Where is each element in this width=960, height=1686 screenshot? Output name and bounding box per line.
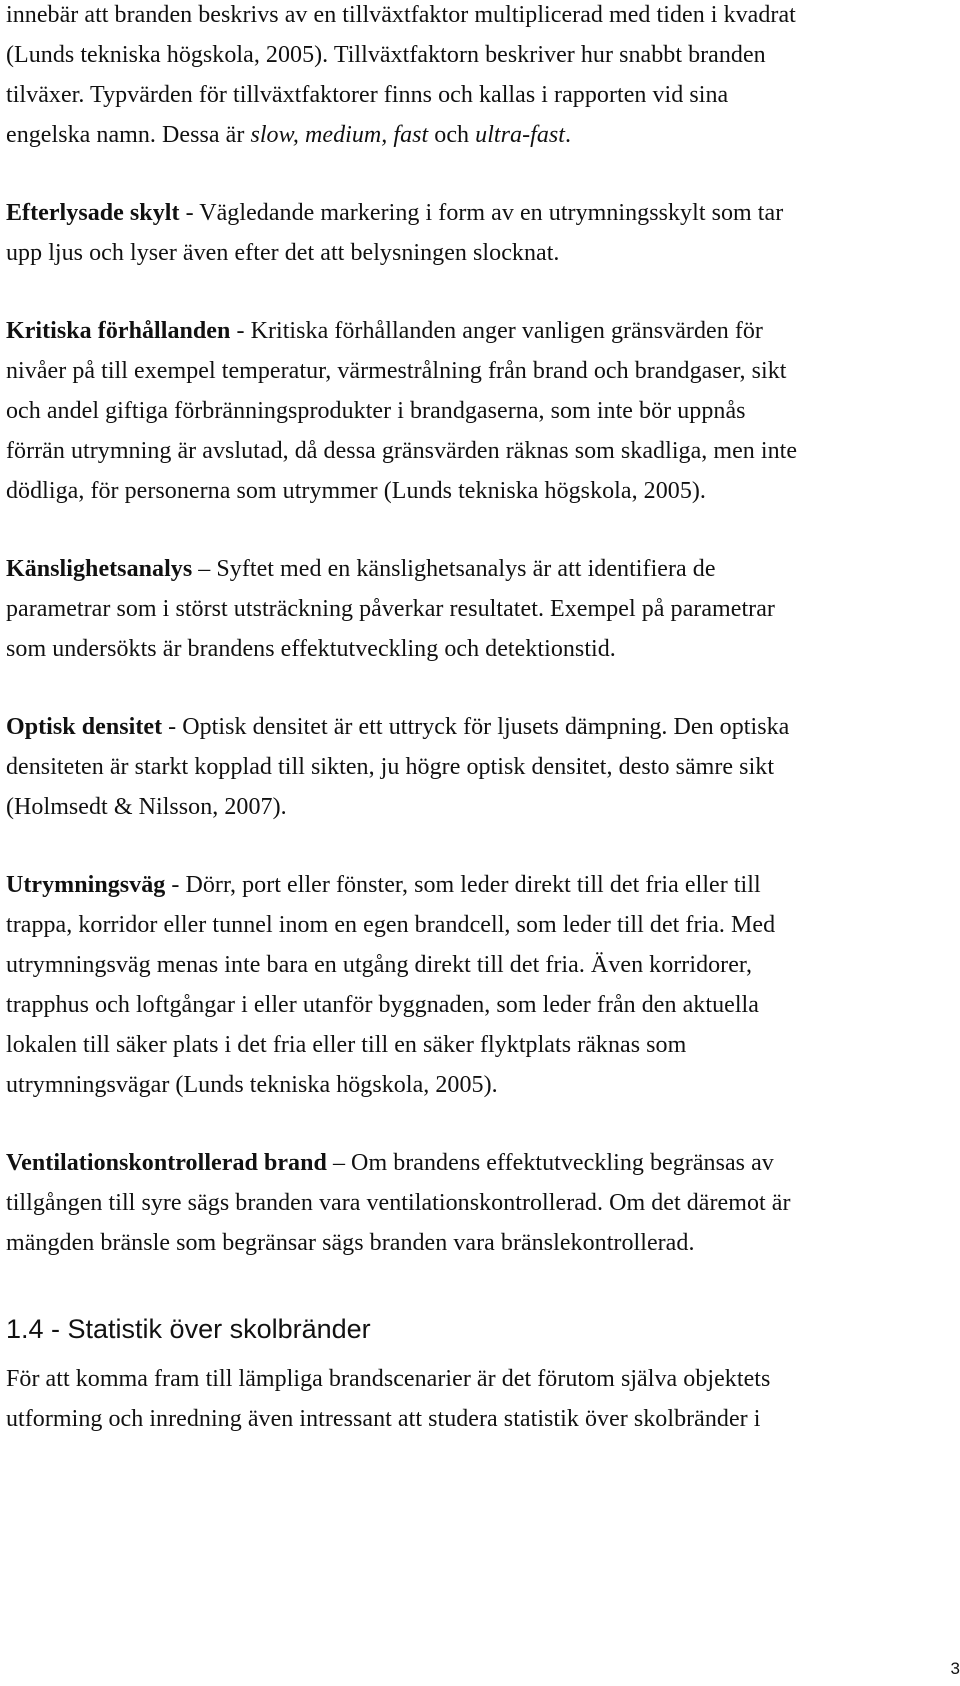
text-run: - Optisk densitet är ett uttryck för ljusets dämpning. Den optiska — [162, 714, 790, 740]
text-run: trapphus och loftgångar i eller utanför byggnaden, som leder från den aktuella — [6, 992, 759, 1018]
text-run: (Lunds tekniska högskola, 2005). Tillväxtfaktorn beskriver hur snabbt branden — [6, 42, 766, 68]
text-run: – Om brandens effektutveckling begränsas av — [326, 1150, 774, 1176]
text-run: utforming och inredning även intressant att studera statistik över skolbränder i — [6, 1406, 761, 1432]
definition-term: Utrymningsväg — [6, 872, 166, 898]
text-run: förrän utrymning är avslutad, då dessa gränsvärden räknas som skadliga, men inte — [6, 438, 798, 464]
text-line — [6, 950, 752, 980]
text-line — [6, 120, 571, 150]
text-line — [6, 40, 766, 70]
text-line — [6, 594, 775, 624]
text-run: som undersökts är brandens effektutveckling och detektionstid. — [6, 636, 616, 662]
page-number: 3 — [950, 1659, 960, 1678]
italic-term: slow, medium, fast — [250, 122, 429, 148]
text-run: lokalen till säker plats i det fria eller till en säker flyktplats räknas som — [6, 1032, 687, 1058]
text-run: tilväxer. Typvärden för tillväxtfaktorer finns och kallas i rapporten vid sina — [6, 82, 729, 108]
text-run: trappa, korridor eller tunnel inom en egen brandcell, som leder till det fria. Med — [6, 912, 776, 938]
text-run: utrymningsväg menas inte bara en utgång direkt till det fria. Även korridorer, — [6, 952, 753, 978]
text-run: och andel giftiga förbränningsprodukter i brandgaserna, som inte bör uppnås — [6, 398, 746, 424]
text-run: utrymningsvägar (Lunds tekniska högskola, 2005). — [6, 1072, 498, 1098]
text-run: innebär att branden beskrivs av en tillväxtfaktor multiplicerad med tiden i kvadrat — [6, 2, 796, 28]
text-line — [6, 712, 789, 742]
text-line — [6, 316, 763, 346]
text-run: densiteten är starkt kopplad till sikten, ju högre optisk densitet, desto sämre sikt — [6, 754, 775, 780]
text-run: För att komma fram till lämpliga brandscenarier är det förutom själva objektets — [6, 1366, 771, 1392]
text-run: och — [428, 122, 476, 148]
text-line — [6, 1228, 695, 1258]
text-run: . — [565, 122, 572, 148]
section-heading: 1.4 - Statistik över skolbränder — [6, 1314, 371, 1344]
text-run: tillgången till syre sägs branden vara ventilationskontrollerad. Om det däremot är — [6, 1190, 791, 1216]
text-run: upp ljus och lyser även efter det att belysningen slocknat. — [6, 240, 560, 266]
definition-term: Optisk densitet — [6, 714, 163, 740]
text-run: dödliga, för personerna som utrymmer (Lunds tekniska högskola, 2005). — [6, 478, 706, 504]
text-line — [6, 436, 797, 466]
text-line — [6, 238, 559, 268]
text-run: (Holmsedt & Nilsson, 2007). — [6, 794, 287, 820]
italic-term: ultra-fast — [475, 122, 565, 148]
definition-term: Ventilationskontrollerad brand — [6, 1150, 327, 1176]
text-line — [6, 1404, 760, 1434]
text-run: - Dörr, port eller fönster, som leder direkt till det fria eller till — [165, 872, 761, 898]
definition-term: Känslighetsanalys — [6, 556, 193, 582]
text-line — [6, 80, 728, 110]
text-line — [6, 396, 746, 426]
text-line — [6, 990, 759, 1020]
text-line — [6, 1030, 686, 1060]
text-line — [6, 476, 706, 506]
text-line — [6, 356, 787, 386]
text-run: nivåer på till exempel temperatur, värmestrålning från brand och brandgaser, sikt — [6, 358, 787, 384]
text-line — [6, 752, 774, 782]
text-line — [6, 198, 783, 228]
text-line — [6, 554, 716, 584]
definition-term: Efterlysade skylt — [6, 200, 180, 226]
text-run: - Kritiska förhållanden anger vanligen gränsvärden för — [230, 318, 763, 344]
definition-term: Kritiska förhållanden — [6, 318, 231, 344]
text-line — [6, 1148, 774, 1178]
text-run: engelska namn. Dessa är — [6, 122, 251, 148]
text-line — [6, 910, 775, 940]
text-line — [6, 1188, 791, 1218]
text-run: mängden bränsle som begränsar sägs branden vara bränslekontrollerad. — [6, 1230, 695, 1256]
text-run: - Vägledande markering i form av en utrymningsskylt som tar — [179, 200, 784, 226]
text-run: parametrar som i störst utsträckning påverkar resultatet. Exempel på parametrar — [6, 596, 775, 622]
text-run: – Syftet med en känslighetsanalys är att identifiera de — [192, 556, 716, 582]
text-line — [6, 792, 287, 822]
text-line — [6, 1364, 770, 1394]
text-line — [6, 634, 616, 664]
text-line — [6, 870, 761, 900]
text-line — [6, 1070, 498, 1100]
text-line — [6, 0, 796, 30]
